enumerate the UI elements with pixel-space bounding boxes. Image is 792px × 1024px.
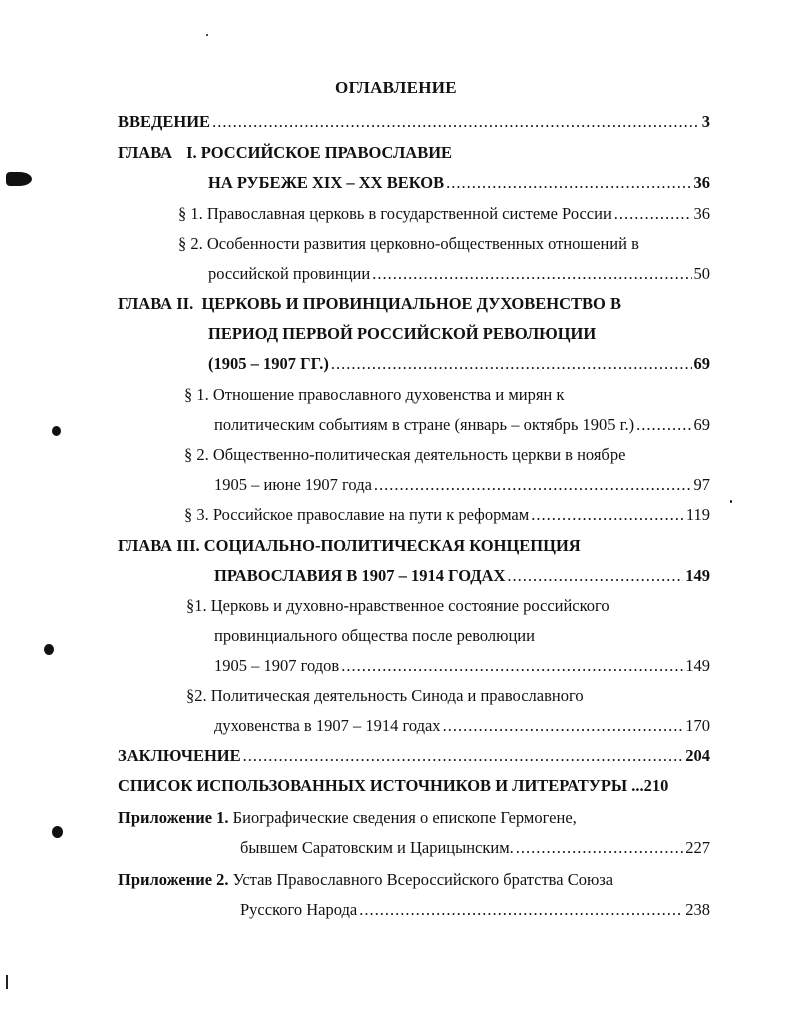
dot-leader [614, 204, 692, 224]
entry-text: § 3. Российское православие на пути к реформам [184, 505, 530, 524]
toc-appendix-1-heading[interactable] [118, 808, 577, 828]
chapter-label: ГЛАВА II. [118, 294, 194, 313]
dot-leader [446, 173, 691, 193]
entry-text-cont: Русского Народа [240, 900, 358, 919]
dot-leader [443, 716, 684, 736]
dot-leader [374, 475, 692, 495]
toc-chapter-1[interactable] [208, 173, 710, 193]
scan-speck [44, 644, 54, 655]
entry-text: § 1. Отношение православного духовенства и мирян к [184, 385, 565, 404]
dot-leader [331, 354, 692, 374]
page-number: 36 [693, 173, 710, 192]
entry-text-cont: провинциального общества после революции [214, 626, 535, 645]
entry-text: §1. Церковь и духовно-нравственное состояние российского [186, 596, 610, 615]
dot-leader [359, 900, 683, 920]
toc-entry-sources[interactable] [118, 776, 710, 796]
page-title: ОГЛАВЛЕНИЕ [335, 78, 457, 97]
entry-text-cont: российской провинции [208, 264, 371, 283]
toc-section-2-2[interactable] [214, 475, 710, 495]
chapter-label: ГЛАВА III. [118, 536, 200, 555]
dot-leader [516, 838, 683, 858]
entry-dates: 1905 – 1907 годов [214, 656, 340, 675]
page-number: 149 [685, 566, 710, 585]
entry-text: ЗАКЛЮЧЕНИЕ [118, 746, 241, 765]
chapter-dates: (1905 – 1907 ГГ.) [208, 354, 329, 373]
appendix-label: Приложение 2. [118, 870, 229, 889]
entry-text: ВВЕДЕНИЕ [118, 112, 211, 131]
chapter-title-cont: ПЕРИОД ПЕРВОЙ РОССИЙСКОЙ РЕВОЛЮЦИИ [208, 324, 597, 343]
page-number: 170 [685, 716, 710, 735]
page-number: 204 [685, 746, 710, 765]
toc-section-2-3[interactable] [184, 505, 710, 525]
page-number: 69 [693, 354, 710, 373]
toc-section-3-1-heading-cont[interactable] [214, 626, 535, 646]
dot-leader [243, 746, 684, 766]
toc-chapter-3-heading[interactable] [118, 536, 581, 556]
chapter-title-cont: НА РУБЕЖЕ XIX – XX ВЕКОВ [208, 173, 445, 192]
chapter-title: СОЦИАЛЬНО-ПОЛИТИЧЕСКАЯ КОНЦЕПЦИЯ [203, 536, 581, 555]
dot-leader [372, 264, 691, 284]
page-number: 36 [693, 204, 710, 223]
page-number: 97 [693, 475, 710, 494]
dot-leader [341, 656, 683, 676]
entry-text: СПИСОК ИСПОЛЬЗОВАННЫХ ИСТОЧНИКОВ И ЛИТЕРАТУРЫ [118, 776, 628, 795]
dot-leader [212, 112, 700, 132]
entry-text-cont: духовенства в 1907 – 1914 годах [214, 716, 441, 735]
toc-section-3-1-heading[interactable] [186, 596, 610, 616]
toc-entry-intro[interactable] [118, 112, 710, 132]
entry-text: § 2. Общественно-политическая деятельность церкви в ноябре [184, 445, 626, 464]
toc-section-1-2[interactable] [208, 264, 710, 284]
page-number: 69 [693, 415, 710, 434]
page-number: 238 [685, 900, 710, 919]
toc-chapter-2-heading[interactable] [118, 294, 621, 314]
toc-chapter-1-heading[interactable] [118, 143, 452, 163]
toc-section-2-1-heading[interactable] [184, 385, 564, 405]
entry-text: Биографические сведения о епископе Гермогене, [232, 808, 577, 827]
chapter-title-cont: ПРАВОСЛАВИЯ В 1907 – 1914 ГОДАХ [214, 566, 506, 585]
toc-section-1-2-heading[interactable] [178, 234, 639, 254]
page-number: 50 [693, 264, 710, 283]
entry-text-cont: 1905 – июне 1907 года [214, 475, 372, 494]
scan-speck [206, 34, 208, 36]
dot-leader [636, 415, 691, 435]
chapter-number: I. [186, 143, 197, 162]
toc-section-2-2-heading[interactable] [184, 445, 625, 465]
entry-text-cont: бывшем Саратовским и Царицынским. [240, 838, 514, 857]
dot-leader: ... [631, 776, 644, 795]
page-number: 3 [701, 112, 710, 131]
scan-speck [52, 426, 61, 436]
entry-text: § 1. Православная церковь в государственной системе России [178, 204, 612, 223]
entry-text: §2. Политическая деятельность Синода и православного [186, 686, 584, 705]
toc-appendix-2-heading[interactable] [118, 870, 613, 890]
chapter-label: ГЛАВА [118, 143, 173, 162]
toc-entry-conclusion[interactable] [118, 746, 710, 766]
page-number: 227 [685, 838, 710, 857]
toc-appendix-1[interactable] [240, 838, 710, 858]
toc-chapter-2-heading-cont[interactable] [208, 324, 596, 344]
toc-section-2-1[interactable] [214, 415, 710, 435]
toc-section-3-2[interactable] [214, 716, 710, 736]
appendix-label: Приложение 1. [118, 808, 229, 827]
toc-section-3-2-heading[interactable] [186, 686, 584, 706]
scan-speck [52, 826, 63, 838]
page-number: 149 [685, 656, 710, 675]
chapter-title: ЦЕРКОВЬ И ПРОВИНЦИАЛЬНОЕ ДУХОВЕНСТВО В [201, 294, 621, 313]
toc-appendix-2[interactable] [240, 900, 710, 920]
toc-section-3-1[interactable] [214, 656, 710, 676]
binding-hole-mark [6, 172, 32, 186]
scan-speck [730, 500, 732, 503]
entry-text: Устав Православного Всероссийского братства Союза [232, 870, 614, 889]
toc-chapter-2[interactable] [208, 354, 710, 374]
toc-chapter-3[interactable] [214, 566, 710, 586]
chapter-title: РОССИЙСКОЕ ПРАВОСЛАВИЕ [200, 143, 453, 162]
entry-text: § 2. Особенности развития церковно-общественных отношений в [178, 234, 639, 253]
dot-leader [531, 505, 684, 525]
dot-leader [507, 566, 683, 586]
entry-text-cont: политическим событиям в стране (январь – октябрь 1905 г.) [214, 415, 635, 434]
page-number: 210 [643, 776, 669, 795]
scan-edge-mark [6, 975, 8, 989]
page-number: 119 [685, 505, 710, 524]
toc-section-1-1[interactable] [178, 204, 710, 224]
